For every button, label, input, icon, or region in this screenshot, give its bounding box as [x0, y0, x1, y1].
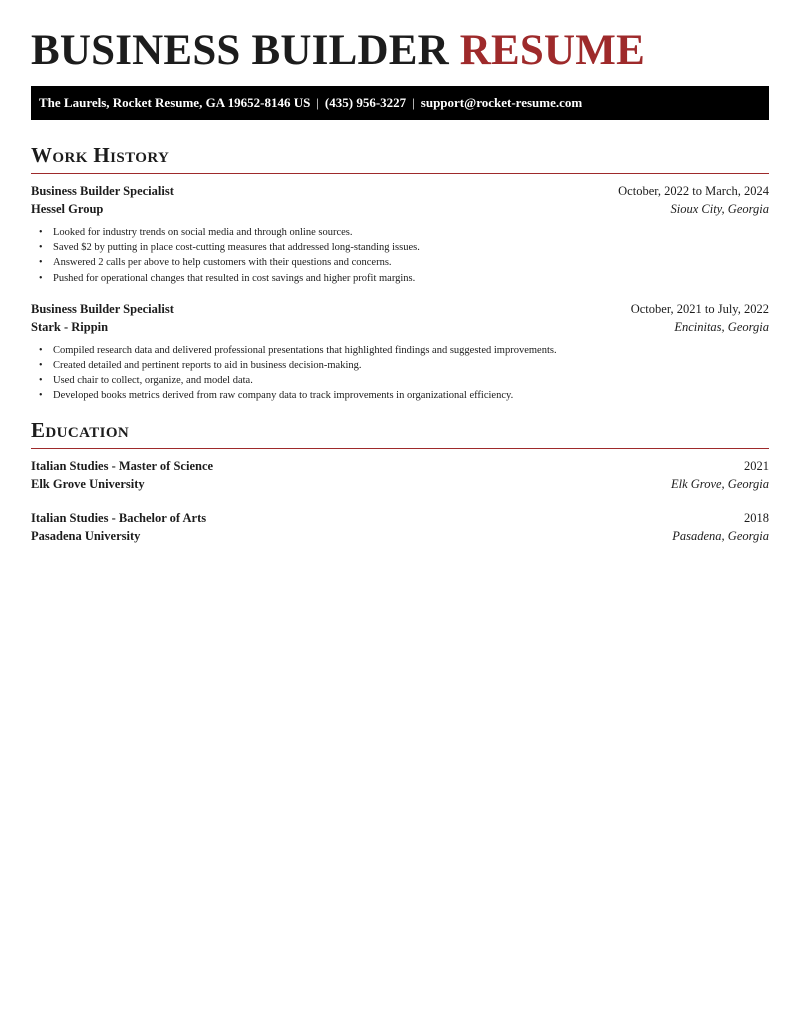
job-bullet: • Answered 2 calls per above to help customers with their questions and concerns. [39, 255, 769, 270]
job-company: Stark - Rippin [31, 319, 109, 334]
education-entry [31, 457, 769, 493]
job-bullet: • Used chair to collect, organize, and model data. [39, 373, 769, 388]
job-company: Hessel Group [31, 202, 104, 216]
contact-email: support@rocket-resume.com [420, 95, 583, 110]
job-bullets [31, 225, 769, 286]
job-title: Business Builder Specialist [31, 301, 174, 316]
contact-address: The Laurels, Rocket Resume, GA 19652-8146 US [39, 95, 311, 110]
section-divider [31, 173, 769, 174]
school-name: Pasadena University [31, 528, 141, 543]
education-section [31, 417, 769, 545]
job-location: Encinitas, Georgia [674, 319, 769, 334]
school-name: Elk Grove University [31, 476, 145, 491]
job-bullet: • Developed books metrics derived from raw company data to track improvements in organizational efficiency. [39, 388, 769, 403]
work-history-section [31, 142, 769, 404]
graduation-year: 2021 [744, 458, 769, 473]
degree: Italian Studies - Bachelor of Arts [31, 510, 207, 525]
job-bullet: • Created detailed and pertinent reports to aid in business decision-making. [39, 358, 769, 373]
contact-separator: | [316, 95, 319, 110]
contact-phone: (435) 956-3227 [324, 95, 407, 110]
resume-title [31, 0, 769, 75]
job-dates: October, 2021 to July, 2022 [630, 301, 769, 316]
section-heading-work-history: Work History [31, 143, 170, 167]
job-bullet: • Saved $2 by putting in place cost-cutting measures that addressed long-standing issues. [39, 240, 769, 255]
job-bullet: • Looked for industry trends on social media and through online sources. [39, 225, 769, 240]
education-entry [31, 509, 769, 545]
school-location: Pasadena, Georgia [672, 528, 769, 543]
job-location: Sioux City, Georgia [670, 202, 769, 216]
contact-bar [31, 86, 769, 120]
title-accent: RESUME [459, 27, 645, 74]
work-entry [31, 300, 769, 404]
section-divider [31, 448, 769, 449]
work-entry [31, 182, 769, 286]
job-title: Business Builder Specialist [31, 184, 174, 198]
title-primary: BUSINESS BUILDER [31, 27, 449, 74]
job-dates: October, 2022 to March, 2024 [618, 184, 769, 198]
job-bullets [31, 343, 769, 404]
contact-separator: | [412, 95, 415, 110]
degree: Italian Studies - Master of Science [31, 458, 214, 473]
graduation-year: 2018 [744, 510, 769, 525]
school-location: Elk Grove, Georgia [670, 476, 769, 491]
section-heading-education: Education [31, 417, 130, 442]
job-bullet: • Pushed for operational changes that resulted in cost savings and higher profit margins. [39, 271, 769, 286]
job-bullet: • Compiled research data and delivered professional presentations that highlighted findings and suggested improvements. [39, 343, 769, 358]
